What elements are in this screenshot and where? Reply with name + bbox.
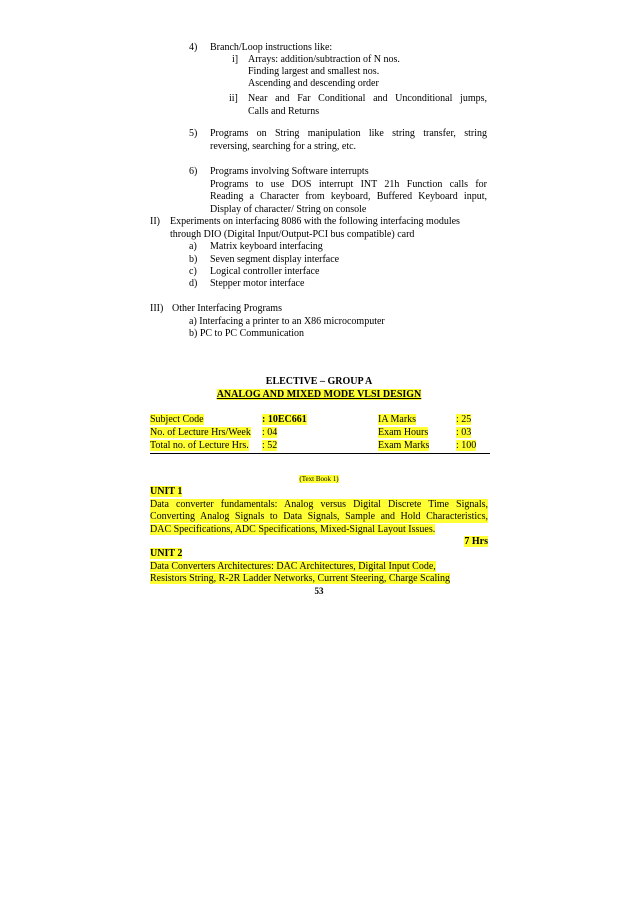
item4-ii-line2: Calls and Returns [248, 106, 320, 117]
lecture-hrs-week-value: : 04 [262, 427, 278, 438]
item5-number: 5) [189, 128, 198, 139]
item4-text: Branch/Loop instructions like: [210, 42, 333, 53]
item4-number: 4) [189, 42, 198, 53]
section3-title: Other Interfacing Programs [172, 303, 282, 314]
subject-code-label: Subject Code [150, 414, 204, 425]
unit1-line1: Data converter fundamentals: Analog versus Digital Discrete Time Signals, [150, 499, 488, 510]
ia-marks-label: IA Marks [378, 414, 417, 425]
unit1-heading: UNIT 1 [150, 486, 183, 497]
section3-number: III) [150, 303, 164, 314]
unit1-line2: Converting Analog Signals to Data Signals, Sample and Hold Characteristics, [150, 511, 488, 522]
section2-item-c-number: c) [189, 266, 197, 277]
unit1-line3: DAC Specifications, ADC Specifications, Mixed-Signal Layout Issues. [150, 524, 436, 535]
item4-i-line2: Finding largest and smallest nos. [248, 66, 380, 77]
subject-code-value: : 10EC661 [262, 414, 307, 425]
section2-line1: Experiments on interfacing 8086 with the following interfacing modules [170, 216, 460, 227]
total-lecture-hrs-label: Total no. of Lecture Hrs. [150, 440, 249, 451]
section2-item-d-text: Stepper motor interface [210, 278, 305, 289]
exam-hours-label: Exam Hours [378, 427, 429, 438]
text-book-note-wrap [150, 475, 488, 484]
item6-line1: Programs involving Software interrupts [210, 166, 369, 177]
item4-ii-number: ii] [229, 93, 238, 104]
item4-i-line1: Arrays: addition/subtraction of N nos. [248, 54, 400, 65]
item6-number: 6) [189, 166, 198, 177]
item5-line1: Programs on String manipulation like string transfer, string [210, 128, 487, 139]
item6-line3: Reading a Character from keyboard, Buffered Keyboard input, [210, 191, 487, 202]
section2-number: II) [150, 216, 160, 227]
item6-line4: Display of character/ String on console [210, 204, 367, 215]
exam-marks-label: Exam Marks [378, 440, 430, 451]
text-book-note: (Text Book 1) [299, 475, 339, 483]
section2-item-a-number: a) [189, 241, 197, 252]
unit2-line1: Data Converters Architectures: DAC Architectures, Digital Input Code, [150, 561, 436, 572]
ia-marks-value: : 25 [456, 414, 472, 425]
exam-hours-value: : 03 [456, 427, 472, 438]
subject-title-wrap [150, 389, 488, 401]
section2-item-c-text: Logical controller interface [210, 266, 320, 277]
table-bottom-rule [150, 453, 490, 454]
item4-ii-line1: Near and Far Conditional and Unconditional jumps, [248, 93, 487, 104]
exam-marks-value: : 100 [456, 440, 477, 451]
unit2-line2: Resistors String, R-2R Ladder Networks, Current Steering, Charge Scaling [150, 573, 451, 584]
section2-item-b-text: Seven segment display interface [210, 254, 340, 265]
section3-item-a: a) Interfacing a printer to an X86 microcomputer [189, 316, 385, 327]
section3-item-b: b) PC to PC Communication [189, 328, 305, 339]
section2-item-b-number: b) [189, 254, 198, 265]
section2-item-d-number: d) [189, 278, 198, 289]
total-lecture-hrs-value: : 52 [262, 440, 278, 451]
subject-title: ANALOG AND MIXED MODE VLSI DESIGN [216, 389, 422, 400]
unit1-hours: 7 Hrs [464, 536, 488, 547]
section2-item-a-text: Matrix keyboard interfacing [210, 241, 323, 252]
page-number: 53 [314, 586, 324, 596]
item4-i-number: i] [232, 54, 239, 65]
lecture-hrs-week-label: No. of Lecture Hrs/Week [150, 427, 251, 438]
unit2-heading: UNIT 2 [150, 548, 183, 559]
item4-i-line3: Ascending and descending order [248, 78, 379, 89]
item5-line2: reversing, searching for a string, etc. [210, 141, 357, 152]
section2-line2: through DIO (Digital Input/Output-PCI bus compatible) card [170, 229, 415, 240]
elective-heading: ELECTIVE – GROUP A [265, 376, 373, 387]
item6-line2: Programs to use DOS interrupt INT 21h Function calls for [210, 179, 487, 190]
